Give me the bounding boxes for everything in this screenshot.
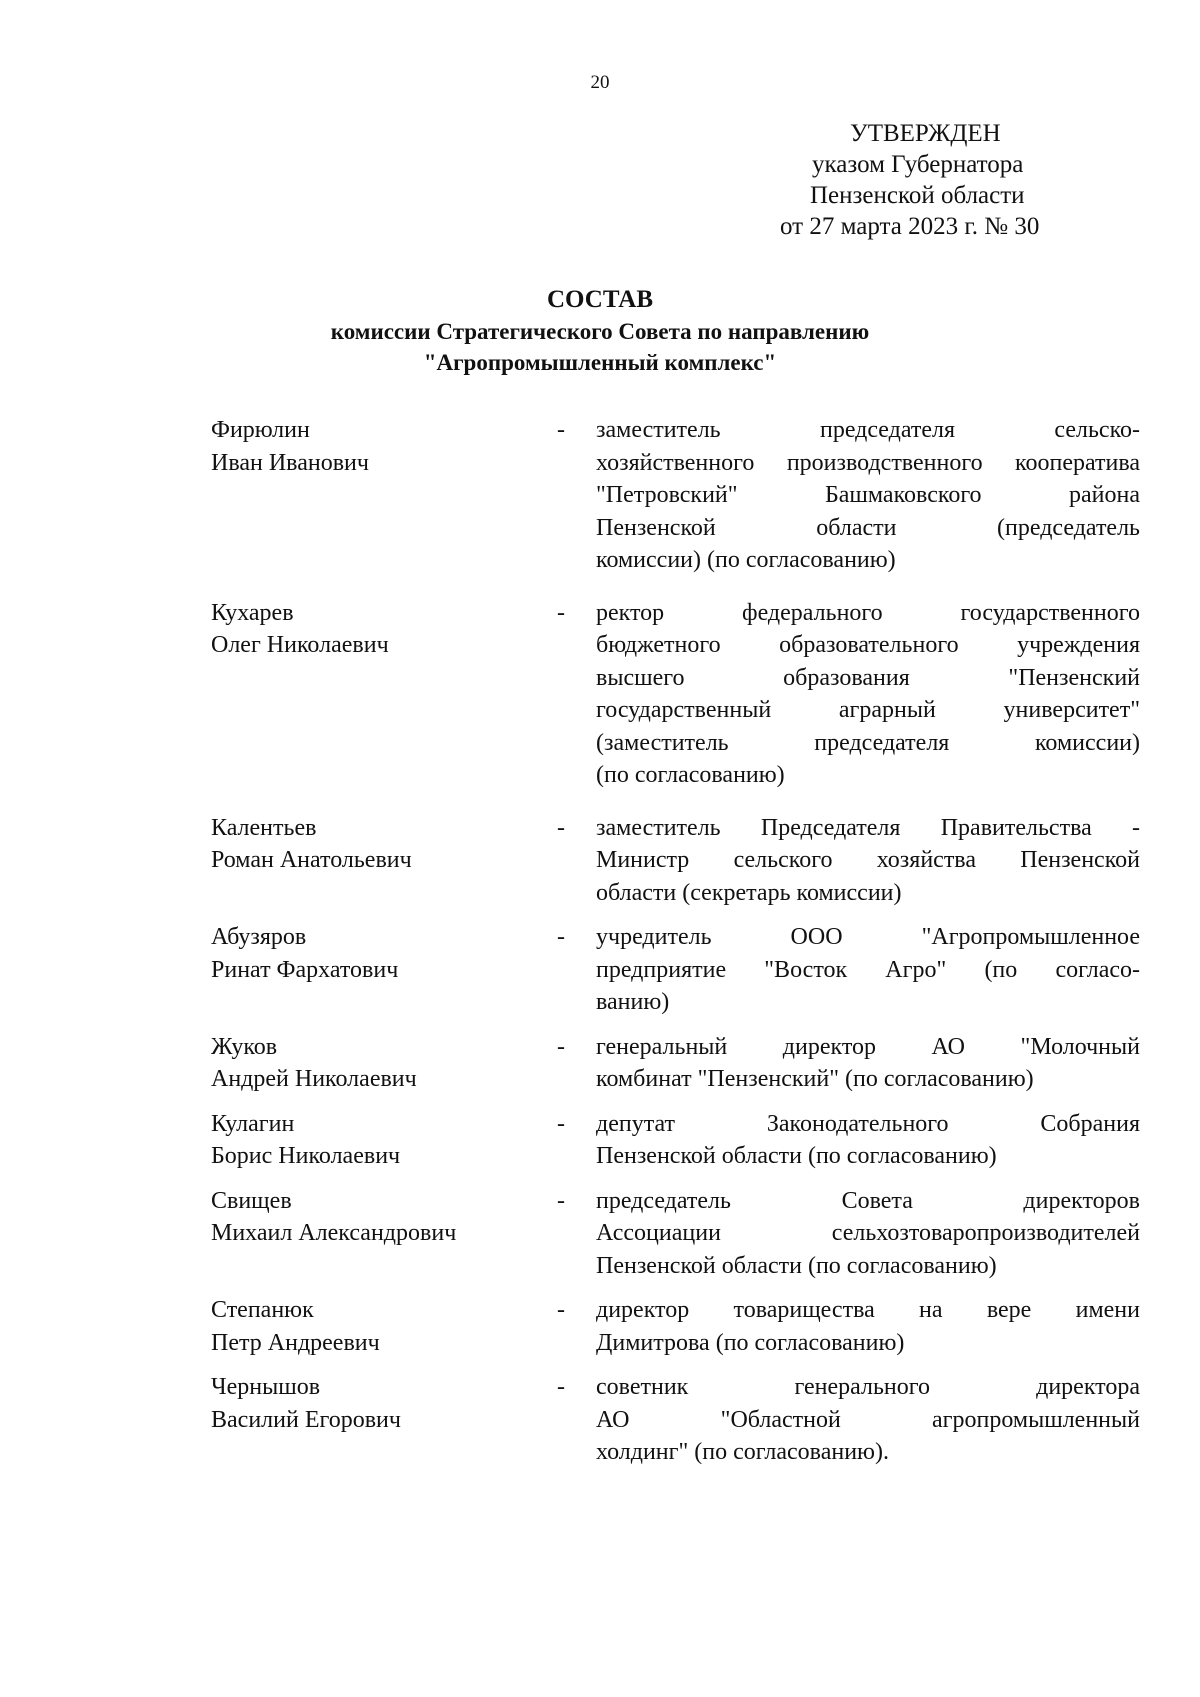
member-name	[211, 597, 541, 662]
member-row	[0, 921, 1200, 1019]
member-surname: Фирюлин	[211, 417, 310, 443]
member-row	[0, 597, 1200, 792]
heading-title: СОСТАВ	[546, 286, 654, 313]
member-role-line: Пензенской области (по согласованию)	[596, 1252, 997, 1279]
member-surname: Кухарев	[211, 599, 294, 626]
member-role-line: генеральный директор АО "Молочный	[596, 1033, 1140, 1060]
member-role	[596, 1294, 1140, 1359]
member-surname: Свищев	[211, 1187, 292, 1214]
member-dash: -	[557, 1374, 565, 1400]
member-surname: Жуков	[211, 1033, 278, 1060]
member-dash: -	[557, 599, 565, 626]
member-role	[596, 1031, 1140, 1096]
member-dash: -	[557, 1297, 565, 1323]
member-role-line: предприятие "Восток Агро" (по согласо-	[596, 956, 1140, 983]
member-surname: Чернышов	[211, 1374, 321, 1400]
member-given-name: Роман Анатольевич	[211, 847, 412, 873]
member-dash: -	[557, 1033, 565, 1060]
member-role-line: "Петровский" Башмаковского района	[596, 482, 1140, 508]
member-given-name: Олег Николаевич	[211, 632, 389, 658]
member-row	[0, 1294, 1200, 1359]
member-name	[211, 1185, 541, 1250]
member-row	[0, 1031, 1200, 1096]
approval-line-4: от 27 марта 2023 г. № 30	[780, 213, 1040, 240]
member-role-line: учредитель ООО "Агропромышленное	[596, 924, 1140, 950]
member-role-line: (по согласованию)	[596, 762, 785, 788]
member-dash: -	[557, 1187, 565, 1214]
member-row	[0, 414, 1200, 577]
member-role-line: области (секретарь комиссии)	[596, 879, 902, 906]
member-role-line: Димитрова (по согласованию)	[596, 1329, 905, 1356]
member-role	[596, 1108, 1140, 1173]
member-role-line: депутат Законодательного Собрания	[596, 1110, 1140, 1137]
member-role-line: АО "Областной агропромышленный	[596, 1406, 1140, 1433]
approval-line-3: Пензенской области	[810, 182, 1025, 209]
member-dash: -	[557, 417, 565, 443]
member-role-line: государственный аграрный университет"	[596, 697, 1140, 723]
member-role	[596, 414, 1140, 577]
member-row	[0, 1371, 1200, 1469]
member-name	[211, 812, 541, 877]
member-role-line: бюджетного образовательного учреждения	[596, 632, 1140, 658]
member-role-line: высшего образования "Пензенский	[596, 664, 1140, 691]
member-role-line: Пензенской области (председатель	[596, 514, 1140, 541]
member-given-name: Борис Николаевич	[211, 1143, 401, 1169]
member-role	[596, 1185, 1140, 1283]
heading-subtitle-line-2: "Агропромышленный комплекс"	[423, 350, 777, 375]
member-given-name: Ринат Фархатович	[211, 956, 399, 983]
member-role-line: хозяйственного производственного кооператива	[596, 449, 1140, 476]
member-role	[596, 1371, 1140, 1469]
member-given-name: Андрей Николаевич	[211, 1066, 417, 1092]
members-list	[0, 414, 1200, 1469]
member-role-line: ванию)	[596, 989, 670, 1015]
member-dash: -	[557, 924, 565, 950]
approval-line-2: указом Губернатора	[812, 151, 1024, 178]
member-role-line: заместитель председателя сельско-	[596, 417, 1140, 443]
member-surname: Степанюк	[211, 1297, 314, 1323]
member-name	[211, 1294, 541, 1359]
document-heading	[0, 284, 1200, 378]
member-role-line: комиссии) (по согласованию)	[596, 547, 896, 573]
member-name	[211, 1031, 541, 1096]
member-role-line: Пензенской области (по согласованию)	[596, 1143, 997, 1169]
member-given-name: Иван Иванович	[211, 449, 369, 476]
member-role-line: комбинат "Пензенский" (по согласованию)	[596, 1066, 1034, 1092]
member-surname: Абузяров	[211, 924, 307, 950]
member-name	[211, 1371, 541, 1436]
member-name	[211, 1108, 541, 1173]
member-role-line: советник генерального директора	[596, 1374, 1140, 1400]
member-surname: Калентьев	[211, 814, 317, 841]
member-role	[596, 921, 1140, 1019]
member-given-name: Петр Андреевич	[211, 1329, 380, 1356]
member-given-name: Михаил Александрович	[211, 1220, 457, 1246]
member-surname: Кулагин	[211, 1110, 295, 1137]
member-row	[0, 1185, 1200, 1283]
approval-stamp-block	[780, 118, 1200, 242]
member-name	[211, 414, 541, 479]
page-number: 20	[590, 72, 610, 93]
member-role-line: (заместитель председателя комиссии)	[596, 729, 1140, 756]
approval-line-1: УТВЕРЖДЕН	[850, 120, 1001, 147]
member-role-line: ректор федерального государственного	[596, 599, 1140, 626]
member-row	[0, 1108, 1200, 1173]
member-role	[596, 597, 1140, 792]
member-row	[0, 812, 1200, 910]
member-role-line: холдинг" (по согласованию).	[596, 1439, 889, 1465]
member-dash: -	[557, 1110, 565, 1137]
member-dash: -	[557, 814, 565, 841]
member-name	[211, 921, 541, 986]
heading-subtitle-line-1: комиссии Стратегического Совета по направлению	[330, 319, 870, 344]
member-role-line: председатель Совета директоров	[596, 1187, 1140, 1214]
member-role-line: Министр сельского хозяйства Пензенской	[596, 847, 1140, 873]
member-given-name: Василий Егорович	[211, 1406, 401, 1433]
member-role-line: Ассоциации сельхозтоваропроизводителей	[596, 1220, 1140, 1246]
member-role	[596, 812, 1140, 910]
member-role-line: заместитель Председателя Правительства -	[596, 814, 1140, 841]
member-role-line: директор товарищества на вере имени	[596, 1297, 1140, 1323]
